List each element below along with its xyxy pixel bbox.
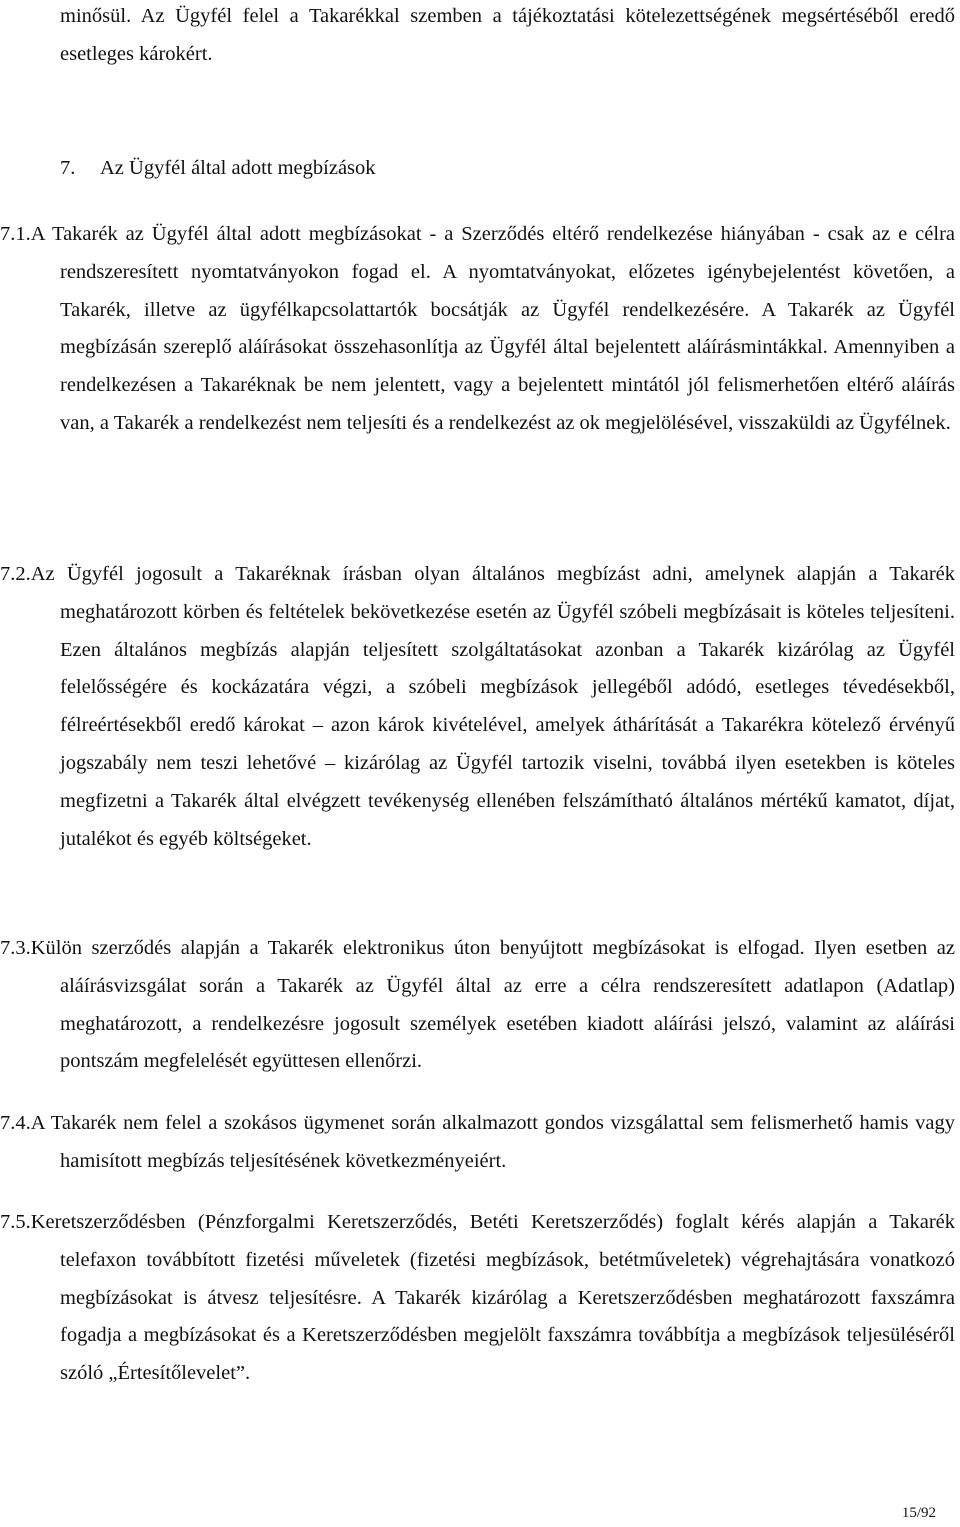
clause-text: Az Ügyfél jogosult a Takaréknak írásban olyan általános megbízást adni, amelynek alapján a Takarék meghatározott körben és feltételek bekövetkezése esetén az Ügyfél szóbeli megbízásait is köteles teljesíteni. Ezen általános megbízás alapján teljesített szolgáltatásokat azonban a Takarék kizárólag az Ügyfél felelősségére és kockázatára végzi, a szóbeli megbízások jellegéből adódó, esetleges tévedésekből, félreértésekből eredő károkat – azon károk kivételével, amelyek áthárítását a Takarékra kötelező érvényű jogszabály nem teszi lehetővé – kizárólag az Ügyfél tartozik viselni, továbbá ilyen esetekben is köteles megfizetni a Takarék által elvégzett tevékenység ellenében felszámítható általános mértékű kamatot, díjat, jutalékot és egyéb költségeket. <box>30 563 955 850</box>
section-number: 7. <box>60 157 76 179</box>
section-title: Az Ügyfél által adott megbízások <box>100 157 376 179</box>
clause-text: A Takarék az Ügyfél által adott megbízásokat - a Szerződés eltérő rendelkezése hiányában - csak az e célra rendszeresített nyomtatványokon fogad el. A nyomtatványokat, előzetes igénybejelentést követően, a Takarék, illetve az ügyfélkapcsolattartók bocsátják az Ügyfél rendelkezésére. A Takarék az Ügyfél megbízásán szereplő aláírásokat összehasonlítja az Ügyfél által bejelentett aláírásmintákkal. Amennyiben a rendelkezésen a Takaréknak be nem jelentett, vagy a bejelentett mintától jól felismerhetően eltérő aláírás van, a Takarék a rendelkezést nem teljesíti és a rendelkezést az ok megjelölésével, visszaküldi az Ügyfélnek. <box>30 223 955 434</box>
clause-number: 7.2. <box>0 563 31 585</box>
page-number: 15/92 <box>901 1505 936 1521</box>
clause-number: 7.1. <box>0 223 31 245</box>
clause-text: Külön szerződés alapján a Takarék elektronikus úton benyújtott megbízásokat is elfogad. Ilyen esetben az aláírásvizsgálat során a Takarék az Ügyfél által az erre a célra rendszeresített adatlapon (Adatlap) meghatározott, a rendelkezésre jogosult személyek esetében kiadott aláírási jelszó, valamint az aláírási pontszám megfelelését együttesen ellenőrzi. <box>30 937 955 1073</box>
intro-paragraph: minősül. Az Ügyfél felel a Takarékkal szemben a tájékoztatási kötelezettségének megsértéséből eredő esetleges károkért. <box>60 5 955 65</box>
clause-7-2 <box>0 556 955 858</box>
section-heading <box>60 150 376 188</box>
clause-7-5 <box>0 1204 955 1393</box>
clause-7-4 <box>0 1105 955 1181</box>
clause-number: 7.5. <box>0 1211 31 1233</box>
clause-7-3 <box>0 930 955 1081</box>
clause-number: 7.4. <box>0 1112 31 1134</box>
clause-7-1 <box>0 216 955 443</box>
clause-text: Keretszerződésben (Pénzforgalmi Keretszerződés, Betéti Keretszerződés) foglalt kérés alapján a Takarék telefaxon továbbított fizetési műveletek (fizetési megbízások, betétműveletek) végrehajtására vonatkozó megbízásokat is átvesz teljesítésre. A Takarék kizárólag a Keretszerződésben meghatározott faxszámra fogadja a megbízásokat és a Keretszerződésben megjelölt faxszámra továbbítja a megbízások teljesüléséről szóló „Értesítőlevelet”. <box>30 1211 955 1385</box>
clause-text: A Takarék nem felel a szokásos ügymenet során alkalmazott gondos vizsgálattal sem felismerhető hamis vagy hamisított megbízás teljesítésének következményeiért. <box>30 1112 955 1172</box>
clause-number: 7.3. <box>0 937 31 959</box>
